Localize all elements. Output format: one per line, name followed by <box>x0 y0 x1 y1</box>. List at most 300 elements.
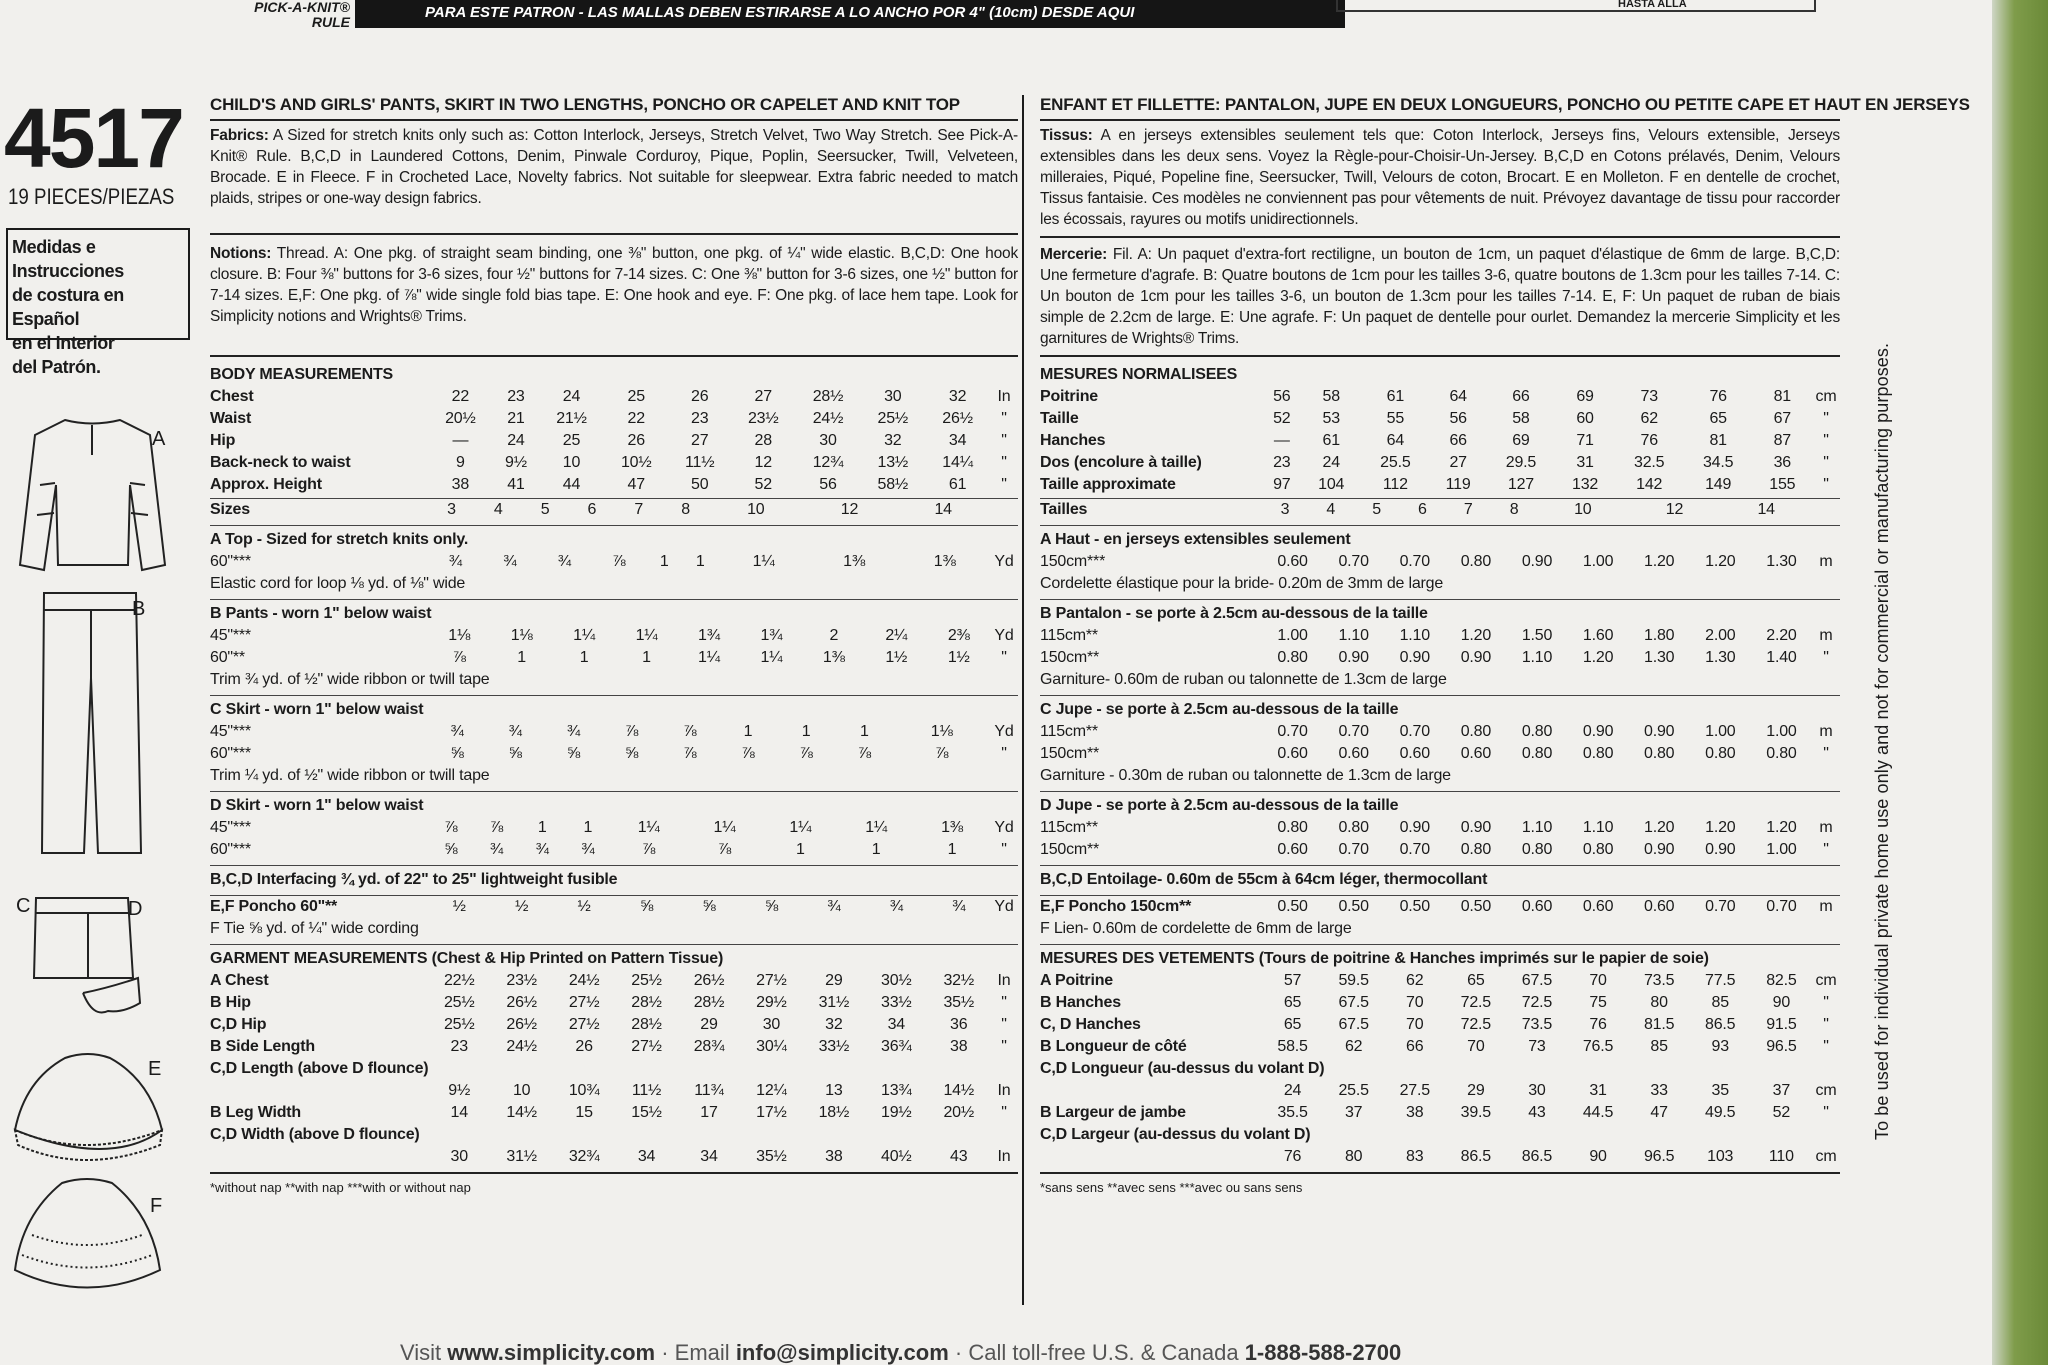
table-cell: 67.5 <box>1521 972 1553 989</box>
table-cell: 62 <box>1640 410 1658 427</box>
table-cell: 1¾ <box>698 627 720 644</box>
table-row <box>1040 625 1840 647</box>
table-cell: 1 <box>859 723 869 740</box>
table-cell: 2⅜ <box>947 627 970 644</box>
table-cell: 70 <box>1589 972 1607 989</box>
table-cell: ⅞ <box>717 841 732 858</box>
table-row <box>210 1124 1018 1146</box>
table-cell: 1 <box>579 649 589 666</box>
fr-section-garment-title <box>1040 944 1840 1168</box>
table-cell: 1.00 <box>1277 627 1308 644</box>
unit-cell: " <box>1001 649 1007 666</box>
en-footnote: *without nap **with nap ***with or without nap <box>210 1180 471 1195</box>
size-cell: 4 <box>1326 501 1336 518</box>
table-cell: 64 <box>1386 432 1405 449</box>
table-cell: 0.80 <box>1277 819 1308 836</box>
fr-section-A-title <box>1040 525 1840 595</box>
unit-cell: " <box>1823 745 1829 762</box>
table-cell: 70 <box>1406 994 1424 1011</box>
table-cell: 24½ <box>506 1038 537 1055</box>
table-cell: ¾ <box>827 898 841 915</box>
table-cell: — <box>1273 432 1290 449</box>
table-cell: 56 <box>819 476 837 493</box>
table-cell: 30 <box>819 432 837 449</box>
table-cell: 65 <box>1283 1016 1302 1033</box>
table-cell: 76 <box>1640 432 1658 449</box>
table-cell: 29 <box>700 1016 718 1033</box>
table-row <box>210 625 1018 647</box>
table-cell: 34 <box>887 1016 905 1033</box>
unit-cell: Yd <box>994 723 1014 740</box>
table-cell: 1 <box>642 649 651 666</box>
size-cell: 5 <box>1372 501 1381 518</box>
table-cell: 11½ <box>631 1082 662 1099</box>
table-cell: 0.80 <box>1521 745 1553 762</box>
table-cell: ⅝ <box>625 745 639 762</box>
row-label: B Side Length <box>210 1038 315 1055</box>
table-cell: 0.70 <box>1399 723 1430 740</box>
fr-title: ENFANT ET FILLETTE: PANTALON, JUPE EN DEUX LONGUEURS, PONCHO OU PETITE CAPE ET HAUT EN JERSEYS <box>1040 95 1840 121</box>
table-cell: 23 <box>691 410 709 427</box>
table-cell: 0.70 <box>1766 898 1797 915</box>
table-cell: 1.10 <box>1521 819 1553 836</box>
row-label: C,D Hip <box>210 1016 267 1033</box>
table-cell: 52 <box>1772 1104 1791 1121</box>
table-cell: 33½ <box>818 1038 850 1055</box>
table-cell: 142 <box>1636 476 1663 493</box>
fr-section-B-title <box>1040 599 1840 691</box>
column-divider <box>1022 95 1024 1305</box>
spanish-instructions-box: Medidas e Instrucciones de costura en Español en el Interior del Patrón. <box>6 228 190 340</box>
table-cell: 70 <box>1467 1038 1485 1055</box>
table-cell: 0.80 <box>1277 649 1308 666</box>
table-cell: 0.60 <box>1399 745 1430 762</box>
view-label-d: D <box>128 898 143 920</box>
table-cell: 10½ <box>620 454 652 471</box>
table-cell: 0.90 <box>1521 553 1553 570</box>
table-cell: 32 <box>825 1016 843 1033</box>
table-cell: 1¼ <box>865 819 888 836</box>
size-cell: 14 <box>934 501 952 518</box>
gauge-end-box: HASTA ALLA <box>1336 0 1816 12</box>
row-label <box>210 1146 428 1168</box>
table-cell: 0.70 <box>1399 553 1430 570</box>
table-cell: 127 <box>1507 476 1534 493</box>
table-cell: 24 <box>1322 454 1340 471</box>
table-cell: 62 <box>1344 1038 1363 1055</box>
table-cell: 25 <box>562 432 581 449</box>
table-row <box>210 839 1018 861</box>
table-cell: ¾ <box>566 723 580 740</box>
unit-cell: " <box>1823 1038 1829 1055</box>
row-label: Poitrine <box>1040 388 1098 405</box>
table-cell: ⅝ <box>444 841 458 858</box>
table-row <box>1040 896 1840 918</box>
table-cell: 72.5 <box>1460 994 1491 1011</box>
table-cell: 47 <box>627 476 645 493</box>
table-cell: 1.20 <box>1766 819 1797 836</box>
table-cell: ⅝ <box>639 898 654 915</box>
table-cell: 1¼ <box>752 553 775 570</box>
table-cell: 27½ <box>756 972 787 989</box>
size-cell: 6 <box>587 501 597 518</box>
en-section-C-title <box>210 695 1018 787</box>
table-cell: 11½ <box>685 454 715 471</box>
table-cell: 35 <box>1711 1082 1729 1099</box>
table-cell: 21½ <box>556 410 587 427</box>
table-cell: 36 <box>1773 454 1792 471</box>
table-cell: 34.5 <box>1702 454 1734 471</box>
table-row <box>1040 992 1840 1014</box>
table-cell: 72.5 <box>1521 994 1553 1011</box>
unit-cell: m <box>1819 723 1833 740</box>
website-link[interactable]: www.simplicity.com <box>447 1340 656 1365</box>
table-cell: 12 <box>754 454 772 471</box>
phone-number: 1-888-588-2700 <box>1244 1340 1402 1365</box>
table-cell: 0.80 <box>1460 841 1492 858</box>
unit-cell: In <box>997 972 1011 989</box>
table-cell: 26½ <box>693 972 725 989</box>
table-cell: 20½ <box>943 1104 975 1121</box>
row-label: 150cm** <box>1040 745 1100 762</box>
table-cell: 25½ <box>443 1016 475 1033</box>
table-cell: 32½ <box>943 972 975 989</box>
pieces-count: 19 PIECES/PIEZAS <box>8 184 175 209</box>
pick-a-knit-rule-label: PICK-A-KNIT® RULE <box>254 0 350 30</box>
table-cell: 1 <box>583 819 593 836</box>
fr-C-note: Garniture - 0.30m de ruban ou talonnette de 1.3cm de large <box>1040 767 1451 784</box>
table-cell: 38 <box>1406 1104 1424 1121</box>
table-row <box>1040 1036 1840 1058</box>
unit-cell: cm <box>1815 972 1837 989</box>
table-cell: 0.50 <box>1338 898 1369 915</box>
table-cell: 30½ <box>881 972 912 989</box>
row-label: 45"*** <box>210 819 251 836</box>
table-row <box>1040 1080 1840 1102</box>
table-cell: 43 <box>950 1148 968 1165</box>
table-cell: 1 <box>947 841 957 858</box>
table-cell: 1.10 <box>1521 649 1553 666</box>
en-section-A-title <box>210 525 1018 595</box>
table-cell: 0.70 <box>1277 723 1308 740</box>
table-cell: 12¾ <box>812 454 844 471</box>
unit-cell: " <box>1823 454 1829 471</box>
table-cell: 1⅛ <box>448 627 471 644</box>
table-cell: ¾ <box>581 841 595 858</box>
table-cell: 70 <box>1406 1016 1424 1033</box>
table-cell: 69 <box>1512 432 1530 449</box>
unit-cell: " <box>1001 745 1007 762</box>
email-link[interactable]: info@simplicity.com <box>735 1340 949 1365</box>
en-garment-title: GARMENT MEASUREMENTS (Chest & Hip Printed on Pattern Tissue) <box>210 950 724 967</box>
table-cell: 28 <box>754 432 772 449</box>
table-cell: 1.30 <box>1644 649 1675 666</box>
table-cell: 80 <box>1650 994 1668 1011</box>
row-label <box>1040 1146 1262 1168</box>
table-cell: 23½ <box>747 410 779 427</box>
fr-section-C-title <box>1040 695 1840 787</box>
en-tables <box>210 361 1018 1195</box>
table-cell: 37 <box>1344 1104 1363 1121</box>
table-cell: 22 <box>451 388 470 405</box>
table-cell: 34 <box>948 432 967 449</box>
table-cell: 1½ <box>947 649 970 666</box>
table-cell: 1.30 <box>1766 553 1797 570</box>
table-cell: 31½ <box>818 994 850 1011</box>
en-fabrics: Fabrics: A Sized for stretch knits only such as: Cotton Interlock, Jerseys, Stretch Velvet, Two Way Stretch. See Pick-A-Knit® Rule. B,C,D in Laundered Cottons, Denim, Pinwale Corduroy, Pique, Poplin, Seersucker, Twill, Velveteen, Brocade. E in Fleece. F in Crocheted Lace, Novelty fabrics. Not suitable for sleepwear. Extra fabric needed to match plaids, stripes or one-way design fabrics. <box>210 127 1018 207</box>
table-cell: 1.20 <box>1705 553 1736 570</box>
table-cell: 0.80 <box>1766 745 1797 762</box>
table-cell: 86.5 <box>1521 1148 1553 1165</box>
unit-cell: " <box>1823 476 1829 493</box>
table-cell: 37 <box>1772 1082 1791 1099</box>
en-section-B-title <box>210 599 1018 691</box>
table-cell: 32 <box>948 388 967 405</box>
table-cell: 149 <box>1705 476 1732 493</box>
table-cell: 15 <box>575 1104 593 1121</box>
table-cell: 0.90 <box>1460 649 1492 666</box>
table-cell: 35½ <box>943 994 975 1011</box>
table-cell: ¾ <box>535 841 549 858</box>
table-cell: 26½ <box>506 994 537 1011</box>
table-cell: ¾ <box>489 841 504 858</box>
en-EF-note: F Tie ⅝ yd. of ¼" wide cording <box>210 920 419 937</box>
row-label: C,D Largeur (au-dessus du volant D) <box>1040 1126 1311 1143</box>
table-cell: 81.5 <box>1643 1016 1675 1033</box>
table-cell: 30 <box>884 388 902 405</box>
row-label: E,F Poncho 150cm** <box>1040 898 1192 915</box>
row-label: C,D Width (above D flounce) <box>210 1126 420 1143</box>
unit-cell: Yd <box>994 898 1014 915</box>
table-cell: 9 <box>456 454 465 471</box>
table-cell: ¾ <box>448 553 462 570</box>
table-cell: 155 <box>1769 476 1796 493</box>
table-cell: 40½ <box>881 1148 912 1165</box>
green-background-edge <box>1992 0 2048 1365</box>
table-cell: ⅞ <box>642 841 656 858</box>
table-cell: 1¼ <box>573 627 596 644</box>
row-label: 115cm** <box>1040 819 1098 836</box>
table-cell: 61 <box>1386 388 1405 405</box>
table-row <box>210 551 1018 573</box>
unit-cell: " <box>1001 476 1007 493</box>
table-cell: 28½ <box>631 994 662 1011</box>
table-row <box>210 992 1018 1014</box>
table-cell: 72.5 <box>1460 1016 1491 1033</box>
table-cell: 34 <box>700 1148 718 1165</box>
table-cell: 132 <box>1572 476 1599 493</box>
unit-cell: " <box>1823 994 1829 1011</box>
size-cell: 8 <box>1509 501 1519 518</box>
table-cell: 35.5 <box>1277 1104 1308 1121</box>
table-row <box>1040 1058 1840 1080</box>
table-row <box>210 1080 1018 1102</box>
unit-cell: m <box>1819 627 1833 644</box>
en-section-body-title <box>210 361 1018 521</box>
sizes-label: Sizes <box>210 501 250 518</box>
table-cell: 0.70 <box>1338 723 1369 740</box>
table-cell: 85 <box>1650 1038 1668 1055</box>
table-row <box>1040 551 1840 573</box>
table-row <box>210 452 1018 474</box>
table-cell: 1.10 <box>1582 819 1614 836</box>
table-cell: 86.5 <box>1705 1016 1736 1033</box>
table-row <box>210 1036 1018 1058</box>
fr-footnote: *sans sens **avec sens ***avec ou sans sens <box>1040 1180 1303 1195</box>
row-label: Taille <box>1040 410 1079 427</box>
table-cell: 31½ <box>506 1148 537 1165</box>
table-cell: 28¾ <box>693 1038 725 1055</box>
size-cell: 10 <box>747 501 765 518</box>
table-cell: ⅞ <box>935 745 949 762</box>
table-cell: 22 <box>627 410 645 427</box>
table-cell: 24½ <box>812 410 844 427</box>
table-cell: 69 <box>1576 388 1594 405</box>
table-cell: 0.80 <box>1644 745 1675 762</box>
en-C-note: Trim ¼ yd. of ½" wide ribbon or twill tape <box>210 767 490 784</box>
table-cell: 10 <box>512 1082 531 1099</box>
fr-interfacing: B,C,D Entoilage- 0.60m de 55cm à 64cm léger, thermocollant <box>1040 871 1488 888</box>
table-cell: 1⅜ <box>941 819 963 836</box>
table-cell: 23 <box>507 388 525 405</box>
table-cell: 0.80 <box>1460 723 1492 740</box>
row-label: 150cm** <box>1040 841 1100 858</box>
table-cell: 2.00 <box>1705 627 1736 644</box>
table-cell: 29 <box>1467 1082 1485 1099</box>
unit-cell: cm <box>1815 388 1837 405</box>
table-cell: 14½ <box>506 1104 537 1121</box>
table-cell: 31 <box>1576 454 1594 471</box>
table-cell: 36¾ <box>881 1038 912 1055</box>
table-cell: 0.80 <box>1338 819 1369 836</box>
row-label: Dos (encolure à taille) <box>1040 454 1202 471</box>
table-cell: 1 <box>695 553 705 570</box>
size-cell: 14 <box>1757 501 1775 518</box>
view-label-e: E <box>148 1058 162 1080</box>
fr-B-note: Garniture- 0.60m de ruban ou talonnette de 1.3cm de large <box>1040 671 1447 688</box>
size-cell: 4 <box>493 501 503 518</box>
table-cell: 32 <box>884 432 902 449</box>
table-row <box>1040 1014 1840 1036</box>
row-label: Taille approximate <box>1040 476 1176 493</box>
table-cell: 0.90 <box>1644 841 1675 858</box>
sizes-row <box>210 499 1018 521</box>
table-cell: 0.90 <box>1705 841 1736 858</box>
table-row <box>210 1102 1018 1124</box>
unit-cell: In <box>997 1082 1011 1099</box>
view-e-poncho-drawing <box>10 1050 165 1170</box>
table-cell: 1 <box>659 553 669 570</box>
fr-A-title: A Haut - en jerseys extensibles seulement <box>1040 531 1351 548</box>
en-body-title: BODY MEASUREMENTS <box>210 366 393 383</box>
row-label: 60"*** <box>210 553 251 570</box>
row-label <box>1040 1080 1262 1102</box>
fr-notions: Mercerie: Fil. A: Un paquet d'extra-fort rectiligne, un bouton de 1cm, un paquet d'élastique de 6mm de large. B,C,D: Une fermeture d'agrafe. B: Quatre boutons de 1cm pour les tailles 3-6, quatre boutons de 1.3cm pour les tailles 7-14. C: Un bouton de 1cm pour les tailles 3-6, un bouton de 1.3cm pour les tailles 7-14. E, F: Un paquet de ruban de biais simple de 2.2cm de large. E: Une agrafe. F: Un paquet de dentelle pour ourlet. Demandez la mercerie Simplicity et les garnitures de Wrights® Trims. <box>1040 246 1840 347</box>
row-label: 45"*** <box>210 723 251 740</box>
table-cell: 76.5 <box>1582 1038 1614 1055</box>
table-cell: 58.5 <box>1277 1038 1308 1055</box>
table-cell: ⅞ <box>799 745 813 762</box>
en-section-interfacing <box>210 865 1018 891</box>
fr-section-D-title <box>1040 791 1840 861</box>
view-a-top-drawing <box>10 415 175 575</box>
table-cell: 17½ <box>756 1104 787 1121</box>
table-cell: 27½ <box>568 994 600 1011</box>
size-cell: 6 <box>1418 501 1427 518</box>
table-cell: 0.90 <box>1644 723 1675 740</box>
knit-stretch-gauge-bar: PARA ESTE PATRON - LAS MALLAS DEBEN ESTIRARSE A LO ANCHO POR 4" (10cm) DESDE AQUI <box>355 0 1345 28</box>
table-cell: ¾ <box>508 723 522 740</box>
table-cell: 30 <box>450 1148 468 1165</box>
unit-cell: m <box>1819 898 1833 915</box>
table-cell: 0.90 <box>1399 649 1430 666</box>
table-cell: 65 <box>1283 994 1302 1011</box>
table-cell: 1 <box>801 723 811 740</box>
table-cell: 24 <box>562 388 581 405</box>
table-cell: 85 <box>1711 994 1729 1011</box>
table-cell: 61 <box>1322 432 1340 449</box>
table-cell: 65 <box>1709 410 1727 427</box>
table-row <box>210 386 1018 408</box>
en-interfacing: B,C,D Interfacing ¾ yd. of 22" to 25" lightweight fusible <box>210 871 618 888</box>
table-cell: 104 <box>1318 476 1345 493</box>
row-label: 115cm** <box>1040 723 1098 740</box>
row-label: B Largeur de jambe <box>1040 1104 1186 1121</box>
table-cell: 15½ <box>631 1104 662 1121</box>
table-cell: 0.70 <box>1338 553 1369 570</box>
table-row <box>210 721 1018 743</box>
table-cell: 75 <box>1589 994 1607 1011</box>
table-cell: 1⅜ <box>822 649 845 666</box>
en-A-title: A Top - Sized for stretch knits only. <box>210 531 469 548</box>
row-label: 150cm** <box>1040 649 1100 666</box>
table-cell: 66 <box>1512 388 1530 405</box>
table-cell: 31 <box>1589 1082 1607 1099</box>
table-cell: 83 <box>1406 1148 1424 1165</box>
unit-cell: Yd <box>994 627 1014 644</box>
row-label: 45"*** <box>210 627 251 644</box>
row-label: Back-neck to waist <box>210 454 351 471</box>
unit-cell: Yd <box>994 553 1014 570</box>
table-cell: ⅞ <box>741 745 755 762</box>
size-cell: 10 <box>1574 501 1592 518</box>
table-cell: 90 <box>1589 1148 1607 1165</box>
table-cell: 1¼ <box>635 627 658 644</box>
table-cell: 1.10 <box>1338 627 1369 644</box>
unit-cell: cm <box>1815 1082 1837 1099</box>
table-cell: 1.50 <box>1521 627 1553 644</box>
table-cell: ⅞ <box>444 819 458 836</box>
table-cell: 0.80 <box>1460 553 1492 570</box>
table-cell: ⅞ <box>612 553 626 570</box>
table-cell: 0.50 <box>1460 898 1492 915</box>
table-cell: 27½ <box>631 1038 662 1055</box>
unit-cell: " <box>1823 1104 1829 1121</box>
table-cell: 35½ <box>756 1148 787 1165</box>
table-cell: 55 <box>1386 410 1405 427</box>
table-row <box>1040 970 1840 992</box>
view-f-capelet-drawing <box>12 1175 162 1305</box>
en-notions: Notions: Thread. A: One pkg. of straight seam binding, one ⅜" button, one pkg. of ¼" wide elastic. B,C,D: One hook closure. B: Four ⅜" buttons for 3-6 sizes, four ½" buttons for 7-14 sizes. C: One ⅜" button for 3-6 sizes, one ½" button for 7-14 sizes. E,F: One pkg. of ⅞" wide single fold bias tape. E: One hook and eye. F: One pkg. of lace hem tape. Look for Simplicity notions and Wrights® Trims. <box>210 245 1018 325</box>
table-cell: 21 <box>507 410 525 427</box>
unit-cell: " <box>1823 410 1829 427</box>
table-row <box>1040 743 1840 765</box>
table-cell: 93 <box>1711 1038 1729 1055</box>
table-cell: ⅝ <box>508 745 522 762</box>
table-cell: 1 <box>871 841 881 858</box>
en-B-note: Trim ¾ yd. of ½" wide ribbon or twill tape <box>210 671 490 688</box>
table-cell: 24 <box>1283 1082 1302 1099</box>
